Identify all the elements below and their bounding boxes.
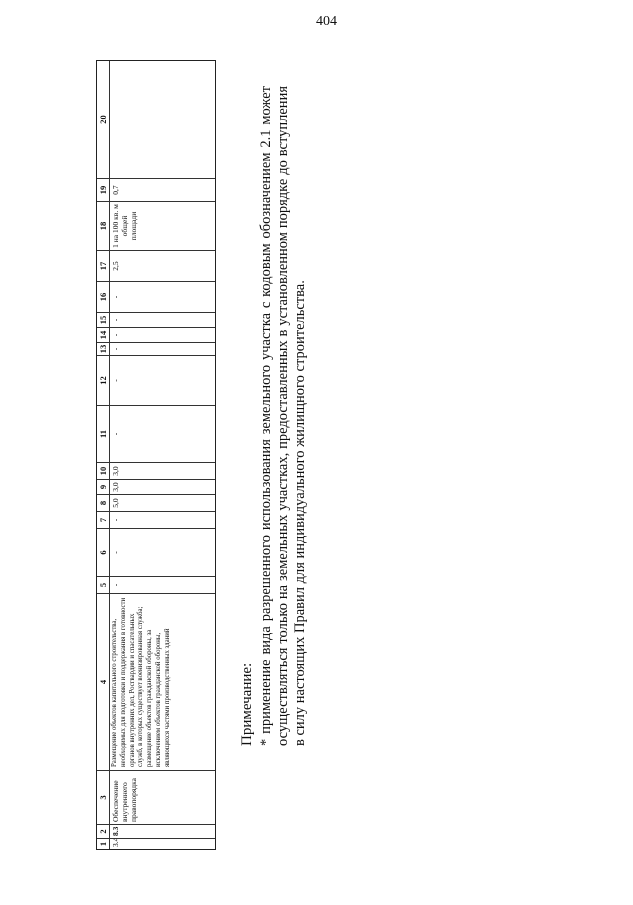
cell-17: 2,5 (109, 250, 215, 281)
header-cell-15: 15 (97, 312, 109, 327)
header-cell-7: 7 (97, 511, 109, 528)
cell-13: - (109, 342, 215, 355)
header-cell-9: 9 (97, 479, 109, 494)
header-cell-20: 20 (98, 115, 108, 124)
cell-use-description: Размещение объектов капитального строительства, необходимых для подготовки и поддержания в готовности органов внутренних дел, Росгвардии и спасательных служб, в которых существует военизированная служба; размещение объектов гражданской обороны, за исключением объектов гражданской обороны, являющихся частями производственных зданий (109, 593, 215, 770)
header-cell-14: 14 (97, 327, 109, 342)
cell-11: - (109, 405, 215, 462)
page-number: 404 (316, 14, 337, 29)
cell-8: 5,0 (109, 494, 215, 511)
cell-code: 8.3 (109, 824, 215, 838)
cell-16: - (109, 281, 215, 312)
header-cell-4: 4 (97, 593, 109, 770)
header-cell-13: 13 (97, 342, 109, 355)
header-cell-18: 18 (97, 201, 109, 250)
cell-18: 1 на 100 кв. м общей площади (109, 201, 215, 250)
cell-9: 3,0 (109, 479, 215, 494)
header-cell-5: 5 (97, 576, 109, 593)
note-block (239, 86, 309, 746)
header-cell-17: 17 (97, 250, 109, 281)
cell-15: - (109, 312, 215, 327)
header-cell-8: 8 (97, 494, 109, 511)
cell-7: - (109, 511, 215, 528)
cell-20 (109, 61, 215, 178)
cell-use-name: Обеспечение внутреннего правопорядка (109, 770, 215, 824)
cell-10: 3,0 (109, 462, 215, 479)
note-text: * применение вида разрешенного использования земельного участка с кодовым обозначением 2.1 может осуществляться только на земельных участках, предоставленных в установленном порядке до вступления в силу настоящих Правил для индивидуального жилищного строительства. (258, 86, 308, 746)
cell-12: - (109, 355, 215, 405)
header-cell-3: 3 (97, 770, 109, 824)
cell-19: 0,7 (109, 178, 215, 201)
header-cell-6: 6 (97, 528, 109, 576)
cell-number: 3.4 (109, 838, 215, 849)
cell-6: - (109, 528, 215, 576)
zoning-table (96, 60, 216, 850)
rotated-page-content (96, 60, 633, 850)
header-cell-11: 11 (97, 405, 109, 462)
table-row (109, 61, 215, 849)
header-cell-12: 12 (97, 355, 109, 405)
header-cell-16: 16 (97, 281, 109, 312)
header-cell-2: 2 (97, 824, 109, 838)
note-title: Примечание: (239, 662, 255, 746)
header-cell-19: 19 (97, 178, 109, 201)
header-cell-10: 10 (97, 462, 109, 479)
cell-5: - (109, 576, 215, 593)
cell-14: - (109, 327, 215, 342)
header-cell-1: 1 (97, 838, 109, 849)
